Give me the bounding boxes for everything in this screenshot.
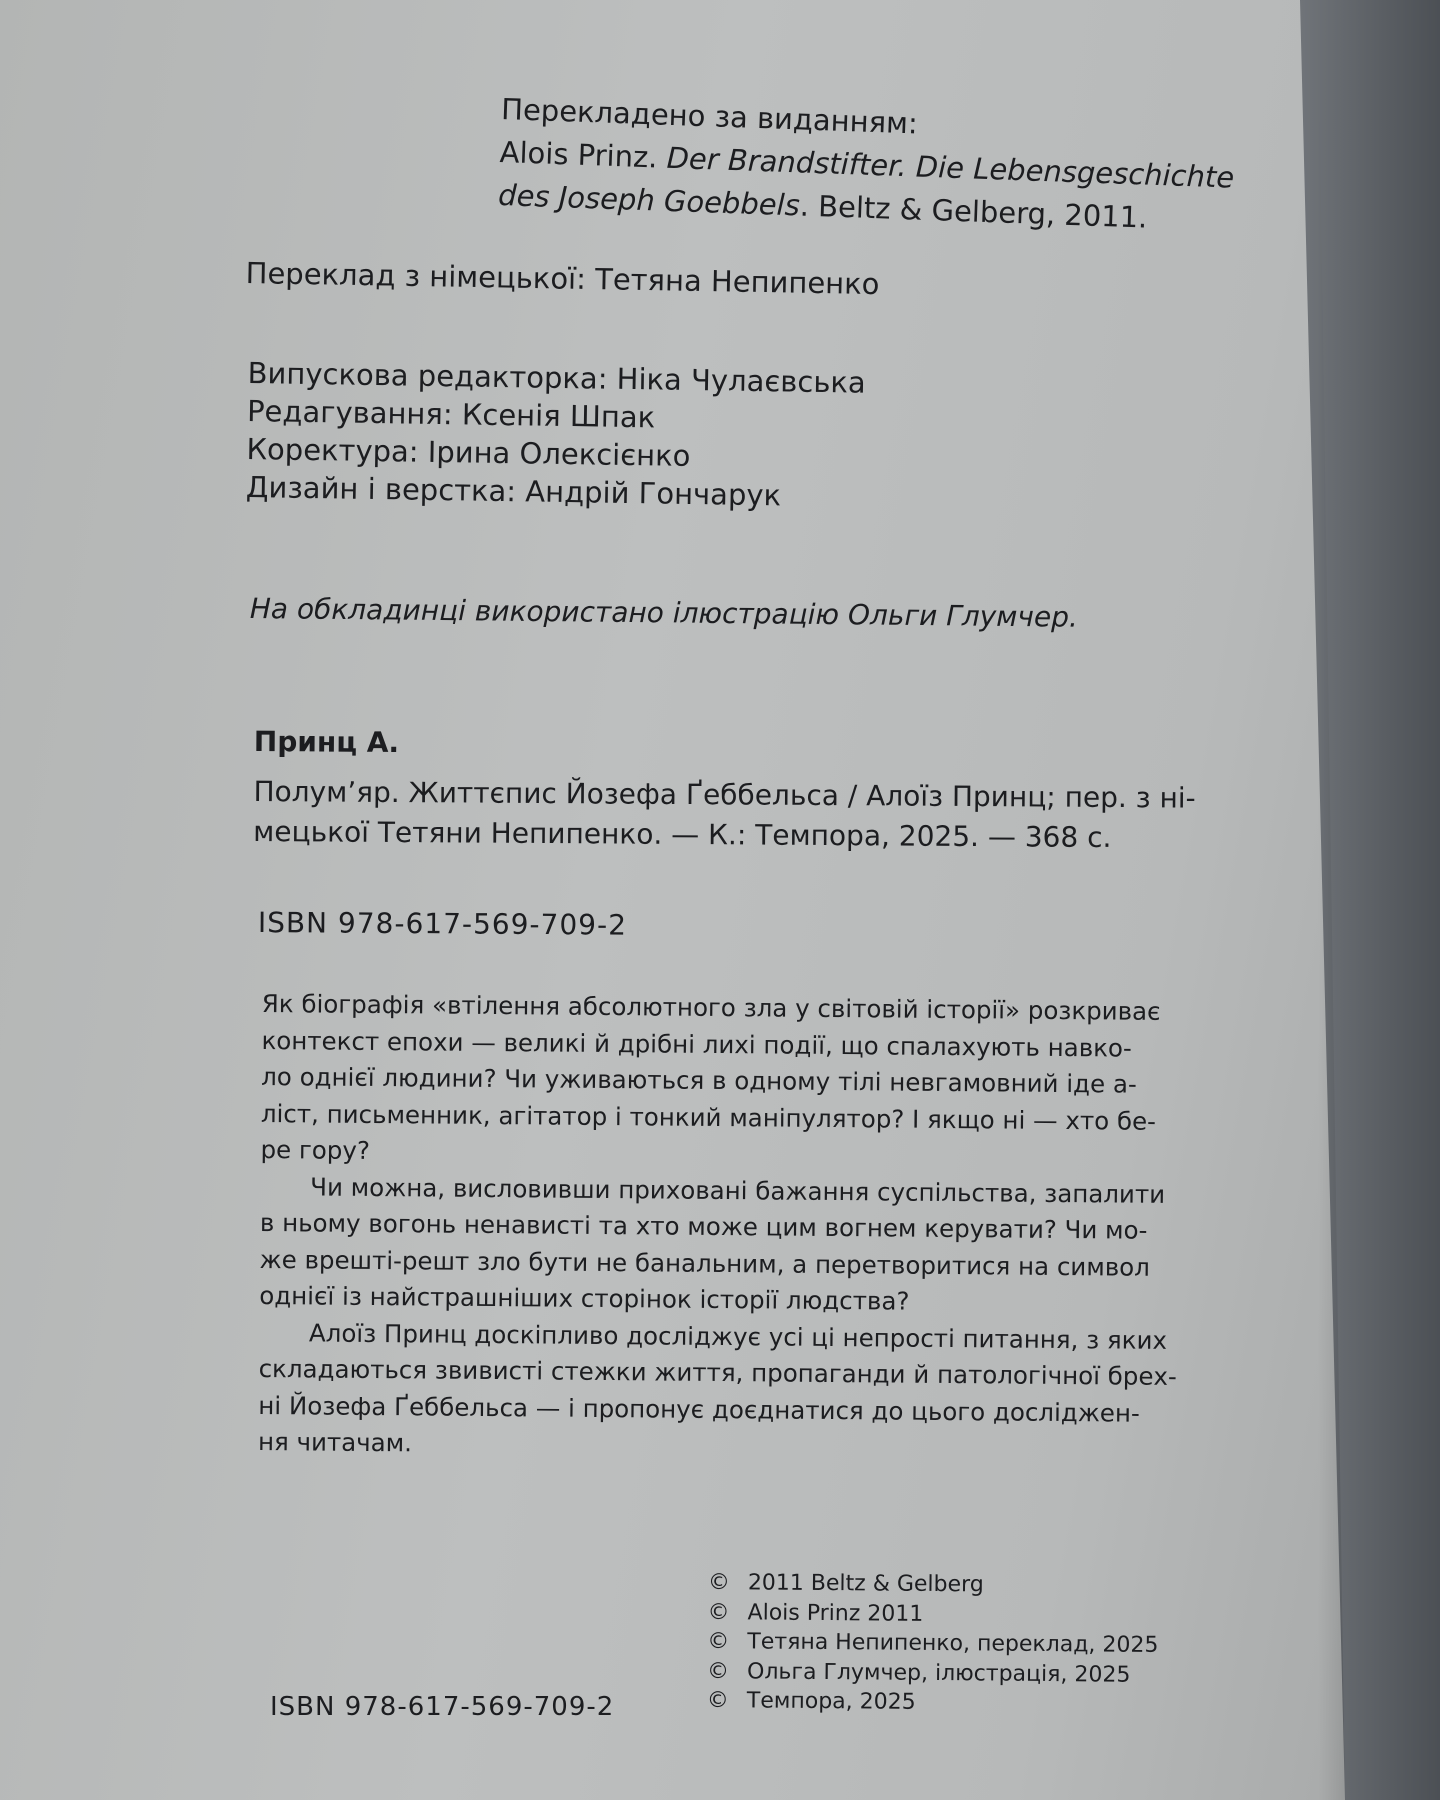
copyright-holder: Тетяна Непипенко, переклад, 2025 bbox=[747, 1629, 1159, 1658]
source-text-part: . Beltz & Gelberg, 2011. bbox=[799, 188, 1148, 235]
annotation-line: ні Йозефа Ґеббельса — і пропонує доєднатися до цього досліджен- bbox=[258, 1390, 1140, 1428]
catalog-line: мецької Тетяни Непипенко. — К.: Темпора, 2025. — 368 с. bbox=[253, 814, 1112, 854]
copyright-holder: Темпора, 2025 bbox=[746, 1688, 916, 1715]
credit-line: Редагування: Ксенія Шпак bbox=[246, 393, 656, 435]
source-text-part: Перекладено за виданням: bbox=[500, 91, 919, 141]
annotation-line: ре гору? bbox=[260, 1134, 371, 1165]
annotation-line: ня читачам. bbox=[257, 1426, 413, 1458]
copyright-sign: © bbox=[707, 1599, 730, 1625]
copyright-line bbox=[707, 1597, 1158, 1630]
source-title-italic: Der Brandstifter. Die Lebensgeschichte bbox=[666, 140, 1235, 195]
credit-line: Випускова редакторка: Ніка Чулаєвська bbox=[247, 355, 867, 400]
copyright-line bbox=[707, 1656, 1158, 1689]
annotation-line: однієї із найстрашніших сторінок історії людства? bbox=[259, 1280, 910, 1316]
annotation-line: складаються звивисті стежки життя, пропаганди й патологічної брех- bbox=[258, 1353, 1177, 1391]
copyright-holder: Ольга Глумчер, ілюстрація, 2025 bbox=[746, 1658, 1131, 1688]
translator-credit: Переклад з німецької: Тетяна Непипенко bbox=[245, 256, 880, 302]
source-title-italic: des Joseph Goebbels bbox=[497, 177, 801, 223]
isbn-bottom: ISBN 978-617-569-709-2 bbox=[270, 1692, 615, 1722]
copyright-holder: 2011 Beltz & Gelberg bbox=[747, 1570, 984, 1598]
staff-credits bbox=[246, 354, 866, 516]
annotation-line: Алоїз Принц доскіпливо досліджує усі ці непрості питання, з яких bbox=[308, 1317, 1168, 1355]
copyright-line bbox=[707, 1627, 1158, 1660]
copyright-sign: © bbox=[707, 1569, 730, 1596]
source-text-part: Alois Prinz. bbox=[499, 134, 668, 175]
catalog-line: Полум’яр. Життєпис Йозефа Ґеббельса / Алоїз Принц; пер. з ні- bbox=[253, 774, 1196, 815]
copyright-sign: © bbox=[707, 1628, 730, 1655]
annotation-text bbox=[258, 986, 1180, 1468]
annotation-line: Чи можна, висловивши приховані бажання суспільства, запалити bbox=[310, 1171, 1166, 1209]
credit-line: Коректура: Ірина Олексієнко bbox=[246, 431, 691, 473]
isbn-top: ISBN 978-617-569-709-2 bbox=[257, 906, 628, 942]
source-edition-block bbox=[497, 88, 1236, 243]
copyright-holder: Alois Prinz 2011 bbox=[747, 1599, 924, 1627]
catalog-record bbox=[253, 722, 1196, 859]
cover-illustration-note: На обкладинці використано ілюстрацію Ольги Глумчер. bbox=[249, 592, 1079, 634]
annotation-line: ліст, письменник, агітатор і тонкий маніпулятор? І якщо ні — хто бе- bbox=[260, 1098, 1157, 1136]
annotation-line: контекст епохи — великі й дрібні лихі події, що спалахують навко- bbox=[261, 1025, 1132, 1063]
copyright-list bbox=[707, 1568, 1159, 1719]
catalog-author: Принц А. bbox=[253, 724, 400, 760]
copyright-line bbox=[708, 1568, 1159, 1601]
annotation-line: же врешті-решт зло бути не банальним, а перетворитися на символ bbox=[259, 1244, 1151, 1282]
annotation-line: ло однієї людини? Чи уживаються в одному тілі невгамовний іде а- bbox=[261, 1061, 1137, 1099]
annotation-line: в ньому вогонь ненависті та хто може цим вогнем керувати? Чи мо- bbox=[259, 1207, 1148, 1245]
copyright-line bbox=[707, 1686, 1158, 1719]
annotation-line: Як біографія «втілення абсолютного зла у світовій історії» розкриває bbox=[261, 988, 1161, 1026]
copyright-sign: © bbox=[706, 1658, 730, 1684]
credit-line: Дизайн і верстка: Андрій Гончарук bbox=[245, 469, 782, 513]
copyright-sign: © bbox=[706, 1687, 729, 1714]
